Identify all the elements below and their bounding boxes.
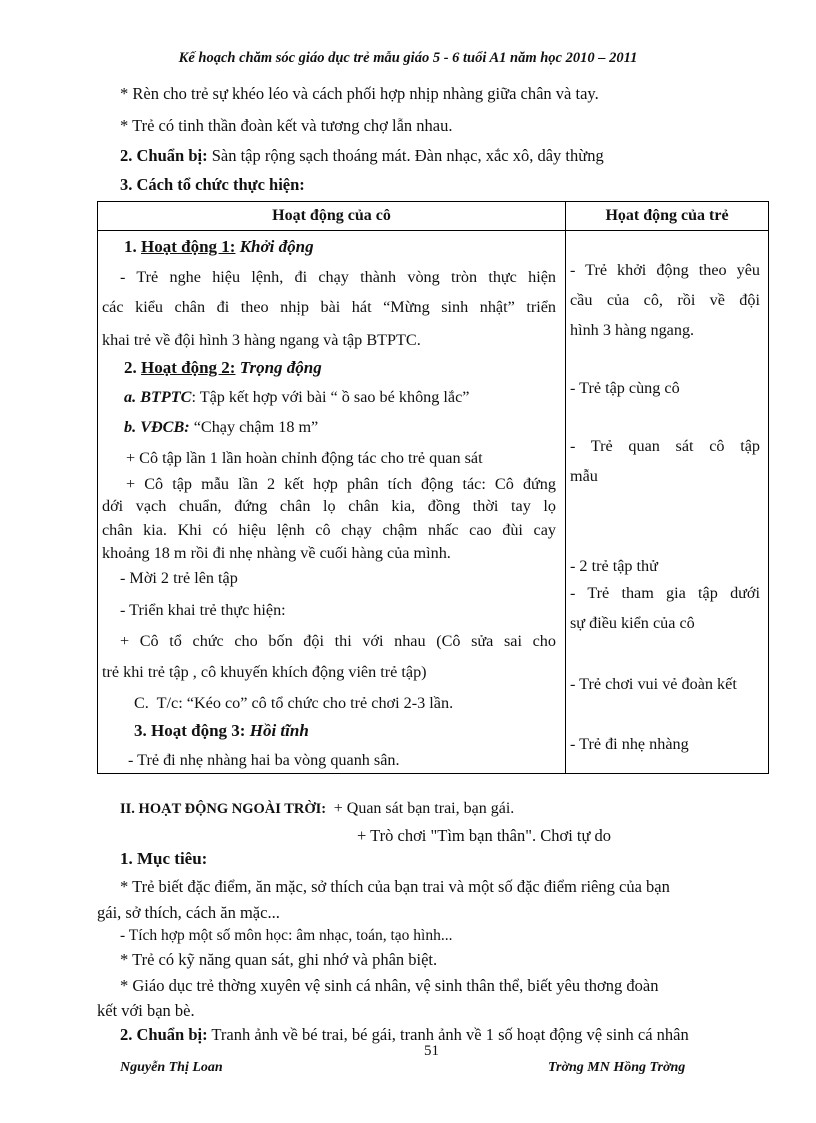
activity-2-heading: 2. Hoạt động 2: Trọng động <box>124 358 322 377</box>
activity-2-line-1: + Cô tập lần 1 lần hoàn chỉnh động tác cho trẻ quan sát <box>126 449 483 467</box>
activity-2c-line: C. T/c: “Kéo co” cô tổ chức cho trẻ chơi 2-3 lần. <box>134 694 454 712</box>
organization-heading: 3. Cách tổ chức thực hiện: <box>120 175 305 194</box>
prep-label: 2. Chuẩn bị: <box>120 146 208 165</box>
activity-2a-line: a. BTPTC: Tập kết hợp với bài “ ồ sao bé không lắc” <box>124 388 470 406</box>
child-3-line-1: - Trẻ quan sát cô tập <box>570 437 760 455</box>
activity-1-line-3: khai trẻ về đội hình 3 hàng ngang và tập BTPTC. <box>102 331 421 349</box>
child-1-line-1: - Trẻ khởi động theo yêu <box>570 261 760 279</box>
goal-2: - Tích hợp một số môn học: âm nhạc, toán, tạo hình... <box>120 927 453 944</box>
child-6: - Trẻ chơi vui vẻ đoàn kết <box>570 675 737 693</box>
child-1-line-2: cầu của cô, rồi về đội <box>570 291 760 309</box>
child-7: - Trẻ đi nhẹ nhàng <box>570 735 689 753</box>
activity-3-line-1: - Trẻ đi nhẹ nhàng hai ba vòng quanh sân. <box>128 751 400 769</box>
outdoor-prep-line: 2. Chuẩn bị: Tranh ảnh về bé trai, bé gái, tranh ảnh về 1 số hoạt động vệ sinh cá nhân <box>120 1025 689 1044</box>
child-3-line-2: mẫu <box>570 467 598 485</box>
activity-3-title: Hồi tĩnh <box>249 721 309 740</box>
vdcb-label: b. VĐCB: <box>124 418 190 436</box>
child-4: - 2 trẻ tập thử <box>570 557 658 575</box>
activity-2-line-9: trẻ khi trẻ tập , cô khuyến khích động viên trẻ tập) <box>102 663 427 681</box>
outdoor-heading: II. HOẠT ĐỘNG NGOÀI TRỜI: + Quan sát bạn trai, bạn gái. <box>120 800 515 817</box>
intro-line-2: * Trẻ có tinh thần đoàn kết và tương chợ lẫn nhau. <box>120 116 453 135</box>
btptc-label: a. BTPTC <box>124 388 192 406</box>
activity-1-heading: 1. Hoạt động 1: Khởi động <box>124 237 314 256</box>
goal-4-line-1: * Giáo dục trẻ thờng xuyên vệ sinh cá nhân, vệ sinh thân thể, biết yêu thơng đoàn <box>120 976 659 995</box>
activity-table <box>97 201 769 774</box>
activity-2-line-7: - Triển khai trẻ thực hiện: <box>120 601 286 619</box>
goal-4-line-2: kết với bạn bè. <box>97 1001 195 1020</box>
child-5-line-2: sự điều kiển của cô <box>570 614 695 632</box>
activity-2-line-3: dới vạch chuẩn, đứng chân lọ chân kia, đồng thời tay lọ <box>102 497 556 515</box>
page-number: 51 <box>424 1043 439 1059</box>
activity-1-line-2: các kiểu chân đi theo nhịp bài hát “Mừng sinh nhật” triển <box>102 298 556 316</box>
activity-3-heading: 3. Hoạt động 3: Hồi tĩnh <box>134 721 309 740</box>
activity-1-title: Khởi động <box>239 237 314 256</box>
activity-2b-line: b. VĐCB: “Chạy chậm 18 m” <box>124 418 319 436</box>
teacher-column-header: Hoạt động của cô <box>98 202 566 231</box>
page-header: Kế hoạch chăm sóc giáo dục trẻ mẫu giáo 5 - 6 tuổi A1 năm học 2010 – 2011 <box>178 50 638 66</box>
goal-heading: 1. Mục tiêu: <box>120 849 208 868</box>
activity-2-title: Trọng động <box>239 358 322 377</box>
teacher-activities-cell <box>98 231 566 774</box>
prep-text: Sàn tập rộng sạch thoáng mát. Đàn nhạc, xắc xô, dây thừng <box>211 146 604 165</box>
child-1-line-3: hình 3 hàng ngang. <box>570 321 695 339</box>
activity-2-line-8: + Cô tổ chức cho bốn đội thi với nhau (Cô sửa sai cho <box>120 632 556 650</box>
footer-school: Trờng MN Hồng Trờng <box>548 1060 686 1075</box>
intro-line-1: * Rèn cho trẻ sự khéo léo và cách phối hợp nhịp nhàng giữa chân và tay. <box>120 84 599 103</box>
child-activities-cell <box>566 231 769 774</box>
outdoor-item-2: + Trò chơi "Tìm bạn thân". Chơi tự do <box>357 826 612 845</box>
child-column-header: Họat động của trẻ <box>566 202 769 231</box>
activity-2-line-4: chân kia. Khi có hiệu lệnh cô chạy chậm nhấc cao đùi cay <box>102 521 556 539</box>
activity-2-line-5: khoảng 18 m rồi đi nhẹ nhàng về cuối hàng của mình. <box>102 544 451 562</box>
child-5-line-1: - Trẻ tham gia tập dưới <box>570 584 760 602</box>
activity-2-line-6: - Mời 2 trẻ lên tập <box>120 569 238 587</box>
goal-1-line-1: * Trẻ biết đặc điểm, ăn mặc, sở thích của bạn trai và một số đặc điểm riêng của bạn <box>120 877 670 896</box>
child-2: - Trẻ tập cùng cô <box>570 379 680 397</box>
activity-2-line-2: + Cô tập mẫu lần 2 kết hợp phân tích động tác: Cô đứng <box>126 475 556 493</box>
goal-1-line-2: gái, sở thích, cách ăn mặc... <box>97 903 280 922</box>
footer-author: Nguyễn Thị Loan <box>120 1060 223 1075</box>
activity-1-label: Hoạt động 1: <box>141 237 236 256</box>
goal-3: * Trẻ có kỹ năng quan sát, ghi nhớ và phân biệt. <box>120 950 438 969</box>
activity-1-line-1: - Trẻ nghe hiệu lệnh, đi chạy thành vòng tròn thực hiện <box>120 268 556 286</box>
outdoor-item-1: + Quan sát bạn trai, bạn gái. <box>333 800 515 817</box>
activity-3-label: Hoạt động 3: <box>151 721 246 740</box>
prep-line <box>120 146 604 166</box>
activity-2-label: Hoạt động 2: <box>141 358 236 377</box>
